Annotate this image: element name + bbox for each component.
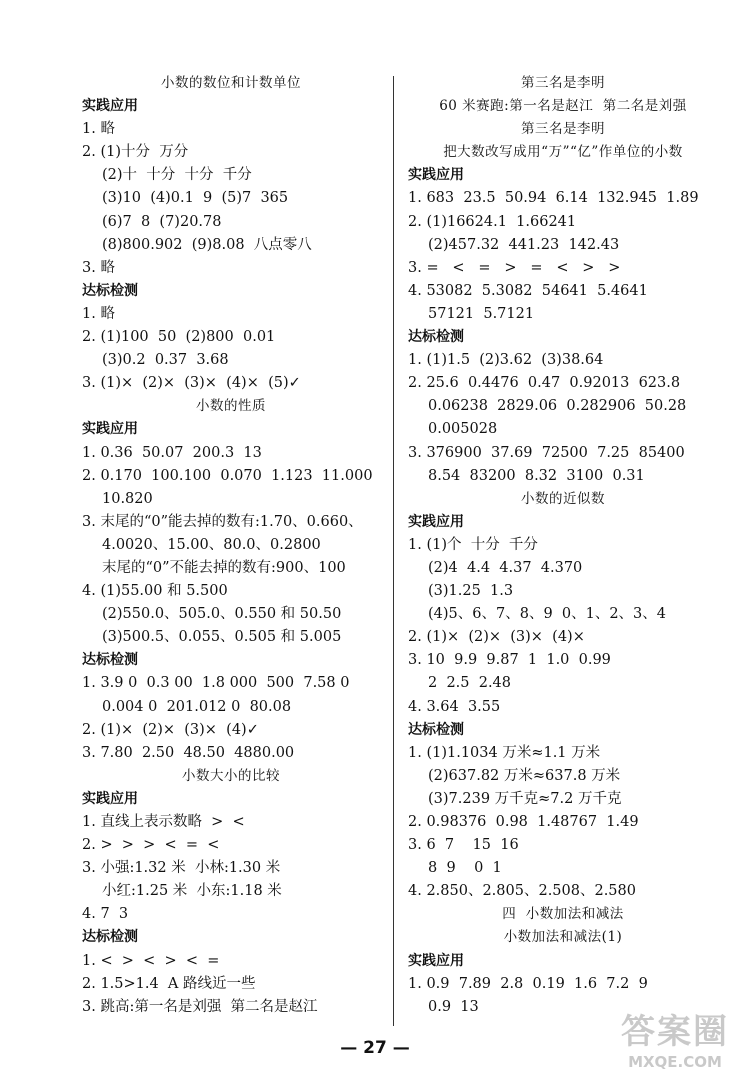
answer-line: 4. 2.850、2.805、2.508、2.580: [408, 883, 636, 900]
answer-line: 小红:1.25 米 小东:1.18 米: [102, 883, 282, 900]
answer-line: (2)457.32 441.23 142.43: [428, 236, 620, 253]
answer-line: (6)7 8 (7)20.78: [102, 213, 222, 230]
subsection-heading: 实践应用: [408, 952, 464, 969]
answer-line: 8 9 0 1: [428, 860, 502, 877]
answer-line: 3. 末尾的“0”能去掉的数有:1.70、0.660、: [82, 513, 363, 530]
answer-line: 0.06238 2829.06 0.282906 50.28: [428, 398, 687, 415]
answer-line: 4. 3.64 3.55: [408, 698, 501, 715]
left-column: [82, 72, 380, 1019]
answer-line: 1. 0.9 7.89 2.8 0.19 1.6 7.2 9: [408, 975, 648, 992]
answer-line: (2)十 十分 十分 千分: [102, 167, 252, 184]
answer-line: 3. 略: [82, 259, 115, 276]
answer-line: 1. 直线上表示数略 > <: [82, 814, 245, 830]
answer-line: 2. 25.6 0.4476 0.47 0.92013 623.8: [408, 375, 681, 392]
section-title: 小数的数位和计数单位: [161, 75, 301, 91]
subsection-heading: 实践应用: [82, 421, 138, 438]
answer-line: 1. (1)1.5 (2)3.62 (3)38.64: [408, 352, 604, 369]
answer-line: 1. 683 23.5 50.94 6.14 132.945 1.89: [408, 190, 699, 207]
answer-line: (8)800.902 (9)8.08 八点零八: [102, 236, 312, 253]
answer-line: 1. < > < > < =: [82, 952, 220, 969]
answer-line: 3. 7.80 2.50 48.50 4880.00: [82, 744, 295, 761]
answer-line: 4. (1)55.00 和 5.500: [82, 583, 228, 600]
subsection-heading: 达标检测: [82, 282, 138, 299]
answer-line: 2. (1)× (2)× (3)× (4)✓: [82, 721, 259, 738]
subsection-heading: 实践应用: [408, 167, 464, 184]
right-column: [408, 72, 718, 1019]
watermark-logo: 答案圈: [621, 1012, 729, 1052]
section-title: 小数加法和减法(1): [503, 929, 623, 946]
answer-line: (2)4 4.4 4.37 4.370: [428, 559, 583, 576]
section-title: 小数的近似数: [521, 490, 605, 507]
answer-line: 57121 5.7121: [428, 305, 535, 322]
answer-line: 4. 53082 5.3082 54641 5.4641: [408, 282, 648, 299]
answer-line: 3. = < = > = < > >: [408, 259, 621, 276]
answer-line: 10.820: [102, 490, 153, 507]
answer-line: (3)0.2 0.37 3.68: [102, 352, 229, 369]
section-title: 60 米赛跑:第一名是赵江 第二名是刘强: [439, 98, 687, 115]
answer-line: 3. 376900 37.69 72500 7.25 85400: [408, 444, 685, 461]
subsection-heading: 实践应用: [82, 98, 138, 115]
answer-line: 1. (1)1.1034 万米≈1.1 万米: [408, 744, 601, 761]
answer-line: (3)7.239 万千克≈7.2 万千克: [428, 790, 622, 807]
answer-line: (3)1.25 1.3: [428, 583, 514, 600]
subsection-heading: 达标检测: [82, 652, 138, 669]
answer-line: 2. (1)16624.1 1.66241: [408, 213, 577, 230]
answer-line: (3)10 (4)0.1 9 (5)7 365: [102, 190, 289, 207]
answer-line: 2. 0.170 100.100 0.070 1.123 11.000: [82, 467, 373, 484]
answer-line: 0.9 13: [428, 998, 479, 1015]
answer-line: 3. 跳高:第一名是刘强 第二名是赵江: [82, 998, 318, 1015]
answer-line: 2 2.5 2.48: [428, 675, 512, 692]
section-title: 小数的性质: [196, 398, 266, 415]
answer-line: (3)500.5、0.055、0.505 和 5.005: [102, 629, 342, 646]
section-title: 四 小数加法和减法: [502, 906, 624, 923]
answer-line: 2. (1)十分 万分: [82, 144, 189, 161]
answer-line: 2. > > > < = <: [82, 837, 220, 854]
subsection-heading: 达标检测: [82, 929, 138, 946]
watermark-url: MXQE.COM: [628, 1053, 722, 1071]
watermark: [610, 1011, 740, 1083]
answer-line: 3. 6 7 15 16: [408, 837, 519, 854]
answer-line: 3. 小强:1.32 米 小林:1.30 米: [82, 860, 281, 877]
answer-line: 2. 1.5>1.4 A 路线近一些: [82, 975, 256, 992]
answer-line: 3. (1)× (2)× (3)× (4)× (5)✓: [82, 375, 301, 392]
answer-line: 2. (1)× (2)× (3)× (4)×: [408, 629, 585, 646]
answer-line: 1. 0.36 50.07 200.3 13: [82, 444, 262, 461]
answer-line: (4)5、6、7、8、9 0、1、2、3、4: [428, 606, 667, 623]
section-title: 第三名是李明: [521, 121, 605, 138]
page-number: — 27 —: [340, 1038, 410, 1058]
subsection-heading: 达标检测: [408, 721, 464, 738]
answer-line: 4. 7 3: [82, 906, 129, 923]
answer-line: (2)550.0、505.0、0.550 和 50.50: [102, 606, 342, 623]
answer-line: (2)637.82 万米≈637.8 万米: [428, 767, 621, 784]
subsection-heading: 实践应用: [408, 513, 464, 530]
answer-line: 1. (1)个 十分 千分: [408, 536, 538, 553]
answer-line: 4.0020、15.00、80.0、0.2800: [102, 536, 321, 553]
answer-line: 1. 3.9 0 0.3 00 1.8 000 500 7.58 0: [82, 675, 350, 692]
subsection-heading: 实践应用: [82, 790, 138, 807]
answer-line: 1. 略: [82, 305, 115, 322]
answer-line: 2. 0.98376 0.98 1.48767 1.49: [408, 814, 639, 830]
section-title: 第三名是李明: [521, 75, 605, 91]
section-title: 小数大小的比较: [182, 767, 280, 784]
answer-line: 8.54 83200 8.32 3100 0.31: [428, 467, 645, 484]
answer-line: 1. 略: [82, 121, 115, 138]
answer-line: 0.005028: [428, 421, 498, 438]
answer-line: 末尾的“0”不能去掉的数有:900、100: [102, 559, 346, 576]
answer-line: 3. 10 9.9 9.87 1 1.0 0.99: [408, 652, 611, 669]
column-divider: [393, 76, 394, 1026]
section-title: 把大数改写成用“万”“亿”作单位的小数: [443, 144, 683, 161]
subsection-heading: 达标检测: [408, 329, 464, 346]
answer-line: 0.004 0 201.012 0 80.08: [102, 698, 292, 715]
answer-line: 2. (1)100 50 (2)800 0.01: [82, 329, 276, 346]
